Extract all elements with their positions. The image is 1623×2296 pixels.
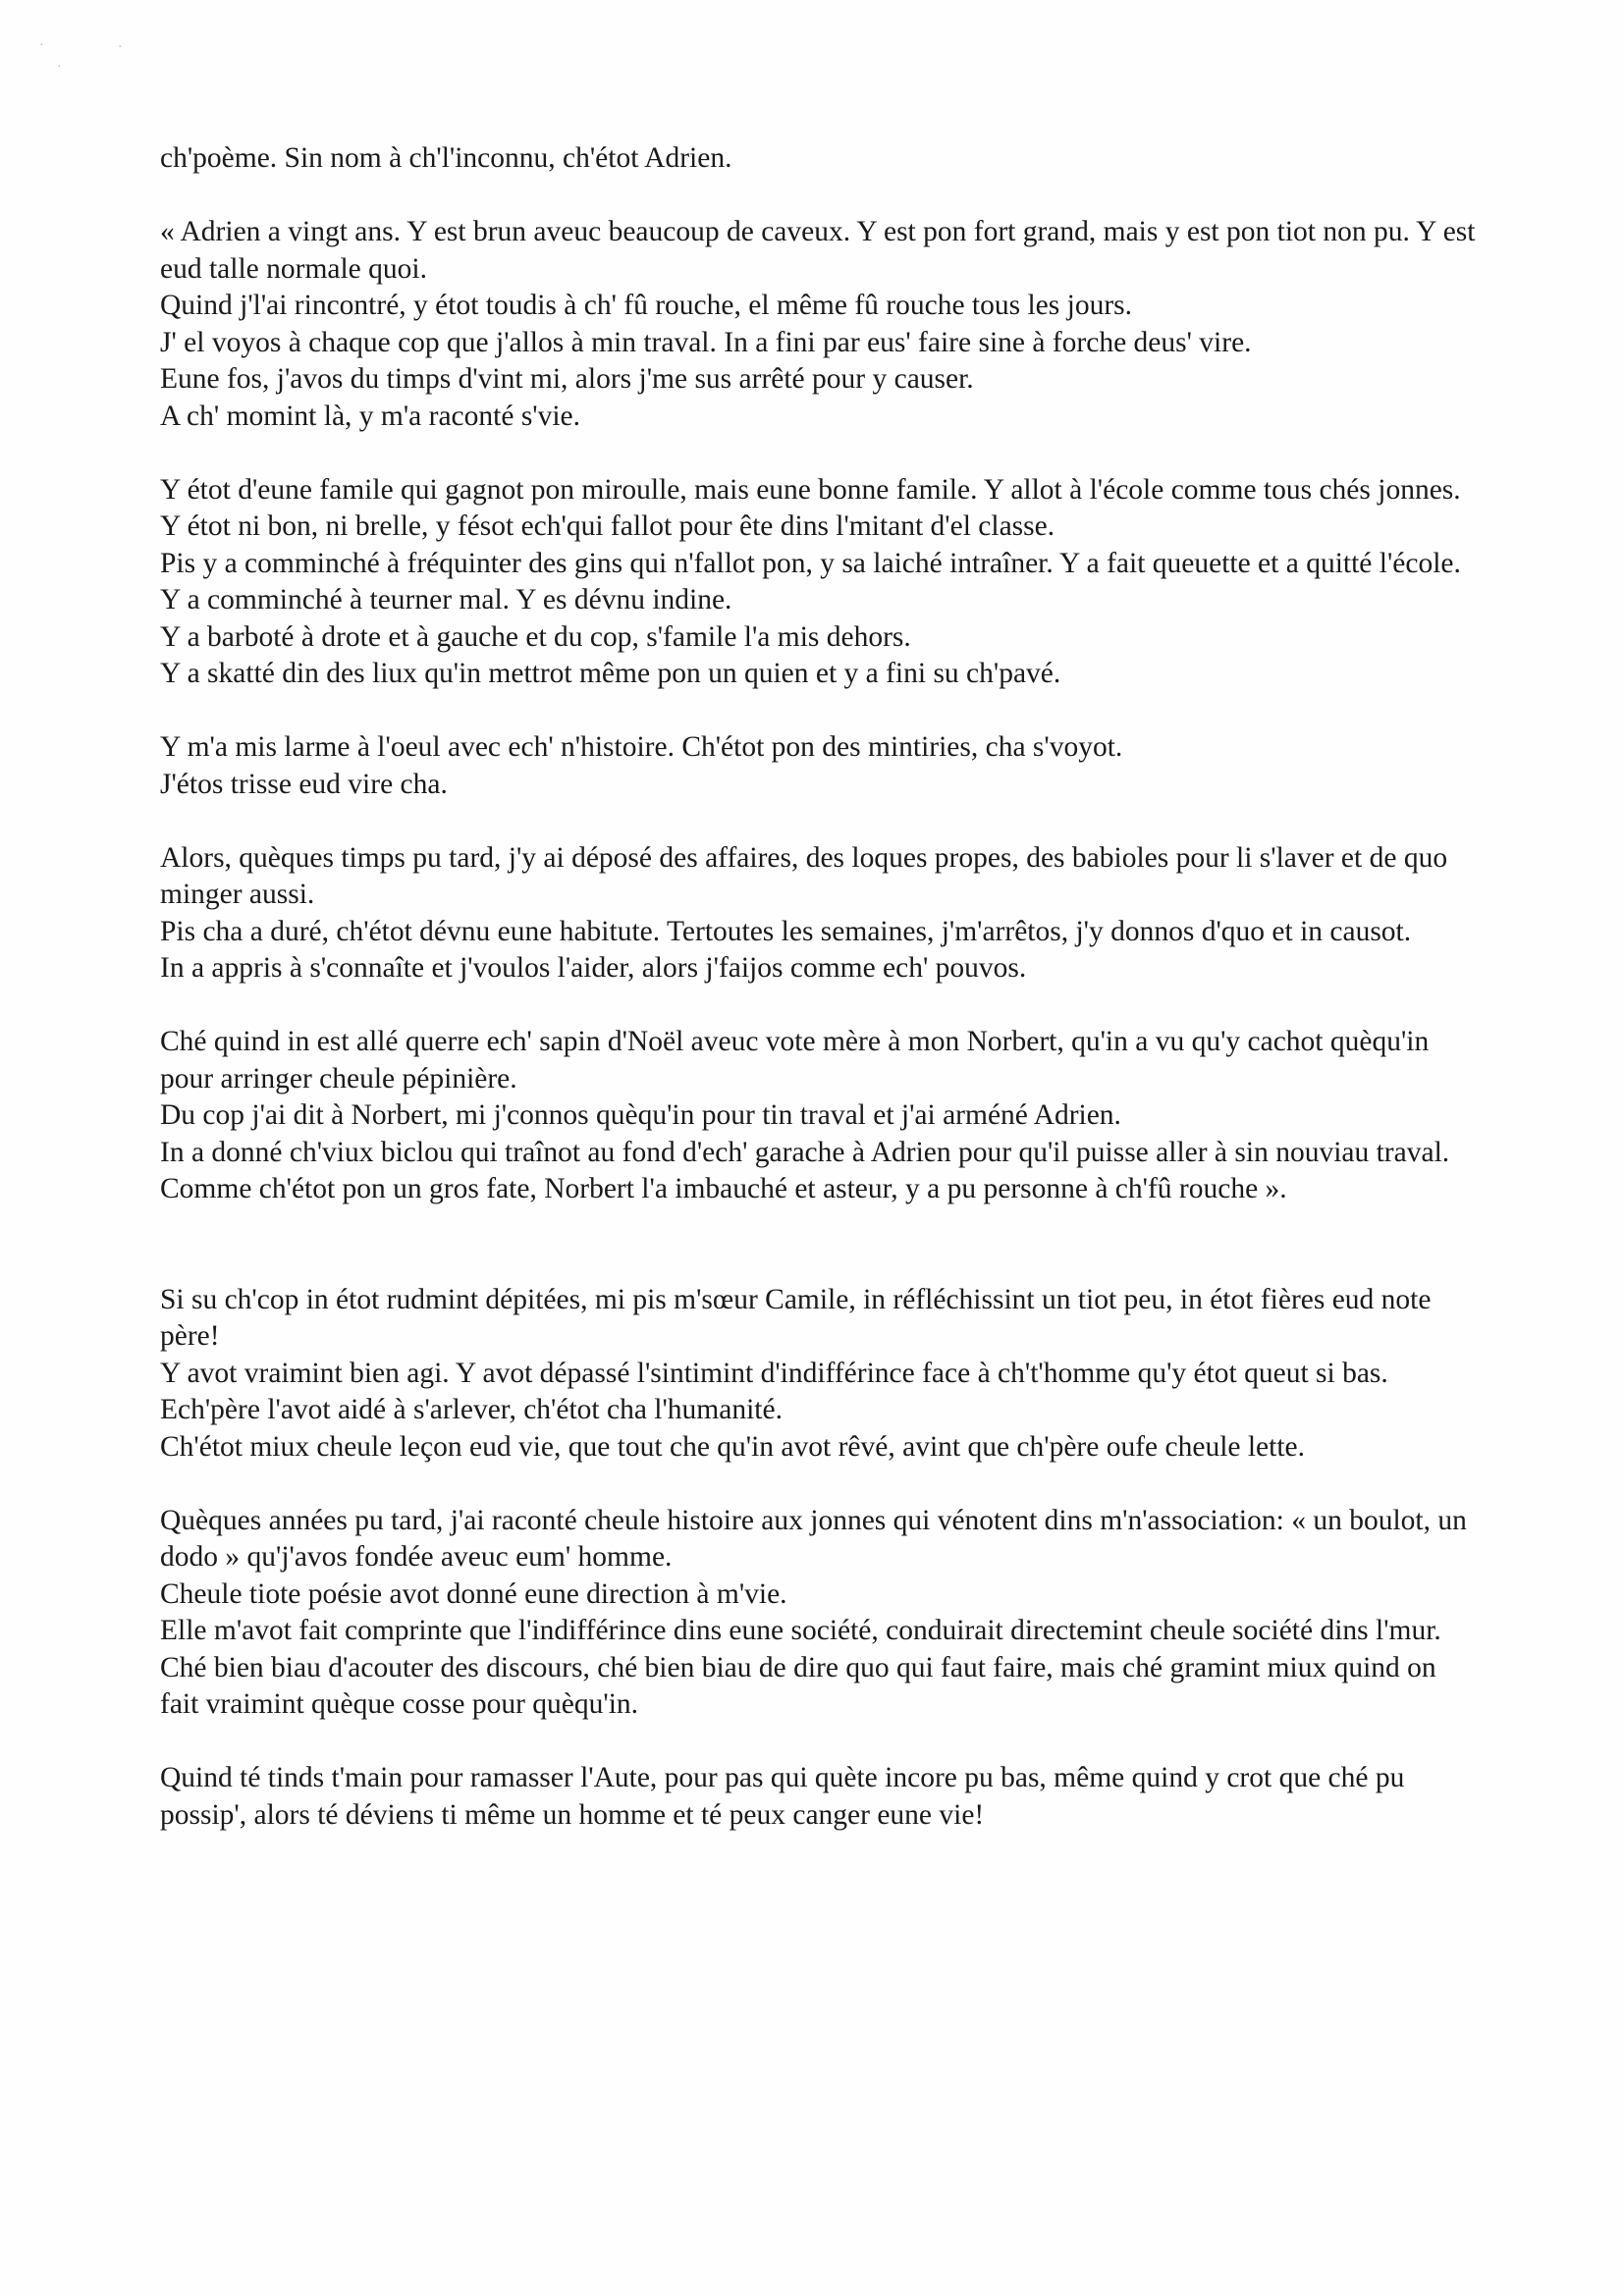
paragraph-3 bbox=[160, 472, 1476, 693]
text-line: Quind j'l'ai rincontré, y étot toudis à ch' fû rouche, el même fû rouche tous les jours. bbox=[160, 290, 1133, 321]
text-line: Y a comminché à teurner mal. Y es dévnu indine. bbox=[160, 584, 732, 615]
paragraph-5 bbox=[160, 840, 1476, 988]
text-line: Y a barboté à drote et à gauche et du cop, s'famile l'a mis dehors. bbox=[160, 620, 911, 653]
text-line: Ché bien biau d'acouter des discours, ché bien biau de dire quo qui faut faire, mais ché gramint miux quind on fait vraimint quèque cosse pour quèqu'in. bbox=[160, 1651, 1436, 1720]
text-line: A ch' momint là, y m'a raconté s'vie. bbox=[160, 400, 581, 432]
text-line: In a appris à s'connaîte et j'voulos l'aider, alors j'faijos comme ech' pouvos. bbox=[160, 952, 1027, 984]
text-line: J' el voyos à chaque cop que j'allos à min traval. In a fini par eus' faire sine à forche deus' vire. bbox=[160, 326, 1252, 358]
paragraph-8 bbox=[160, 1503, 1476, 1724]
scan-speck: · bbox=[118, 40, 123, 55]
scan-speck: · bbox=[39, 38, 44, 53]
document-body bbox=[160, 140, 1476, 1871]
text-line: Y étot d'eune famile qui gagnot pon miroulle, mais eune bonne famile. Y allot à l'école comme tous chés jonnes. bbox=[160, 473, 1461, 506]
paragraph-4 bbox=[160, 729, 1476, 803]
text-line: J'étos trisse eud vire cha. bbox=[160, 768, 448, 800]
text-line: Alors, quèques timps pu tard, j'y ai déposé des affaires, des loques propes, des babioles pour li s'laver et de quo minger aussi. bbox=[160, 841, 1448, 910]
text-line: Y étot ni bon, ni brelle, y fésot ech'qui fallot pour ête dins l'mitant d'el classe. bbox=[160, 510, 1055, 542]
text-line: Quind té tinds t'main pour ramasser l'Aute, pour pas qui quète incore pu bas, même quind y crot que ché pu possip', alors té déviens ti même un homme et té peux canger eune vie! bbox=[160, 1762, 1405, 1831]
text-line: In a donné ch'viux biclou qui traînot au fond d'ech' garache à Adrien pour qu'il puisse aller à sin nouviau traval. bbox=[160, 1136, 1450, 1168]
text-line: Cheule tiote poésie avot donné eune direction à m'vie. bbox=[160, 1577, 787, 1610]
text-line: Comme ch'étot pon un gros fate, Norbert l'a imbauché et asteur, y a pu personne à ch'fû rouche ». bbox=[160, 1173, 1287, 1204]
text-line: ch'poème. Sin nom à ch'l'inconnu, ch'étot Adrien. bbox=[160, 142, 732, 174]
paragraph-2 bbox=[160, 214, 1476, 435]
text-line: Elle m'avot fait comprinte que l'indifférince dins eune société, conduirait directemint cheule société dins l'mur. bbox=[160, 1615, 1441, 1646]
text-line: Pis y a comminché à fréquinter des gins qui n'fallot pon, y sa laiché intraîner. Y a fait queuette et a quitté l'école. bbox=[160, 547, 1461, 579]
paragraph-1 bbox=[160, 140, 1476, 178]
text-line: Si su ch'cop in étot rudmint dépitées, mi pis m'sœur Camile, in réfléchissint un tiot peu, in étot fières eud note père! bbox=[160, 1283, 1432, 1352]
text-line: Y m'a mis larme à l'oeul avec ech' n'histoire. Ch'étot pon des mintiries, cha s'voyot. bbox=[160, 731, 1123, 763]
text-line: Eune fos, j'avos du timps d'vint mi, alors j'me sus arrêté pour y causer. bbox=[160, 363, 974, 395]
paragraph-9 bbox=[160, 1760, 1476, 1834]
text-line: Du cop j'ai dit à Norbert, mi j'connos quèqu'in pour tin traval et j'ai arméné Adrien. bbox=[160, 1099, 1121, 1131]
text-line: Ché quind in est allé querre ech' sapin d'Noël aveuc vote mère à mon Norbert, qu'in a vu qu'y cachot quèqu'in pour arringer cheule pépinière. bbox=[160, 1026, 1430, 1095]
text-line: Quèques années pu tard, j'ai raconté cheule histoire aux jonnes qui vénotent dins m'n'association: « un boulot, un dodo » qu'j'avos fondée aveuc eum' homme. bbox=[160, 1504, 1467, 1573]
paragraph-7 bbox=[160, 1282, 1476, 1467]
text-line: Ch'étot miux cheule leçon eud vie, que tout che qu'in avot rêvé, avint que ch'père oufe cheule lette. bbox=[160, 1430, 1306, 1463]
text-line: Y a skatté din des liux qu'in mettrot même pon un quien et y a fini su ch'pavé. bbox=[160, 658, 1061, 689]
text-line: « Adrien a vingt ans. Y est brun aveuc beaucoup de caveux. Y est pon fort grand, mais y est pon tiot non pu. Y est eud talle normale quoi. bbox=[160, 216, 1476, 285]
text-line: Pis cha a duré, ch'étot dévnu eune habitute. Tertoutes les semaines, j'm'arrêtos, j'y donnos d'quo et in causot. bbox=[160, 915, 1412, 947]
text-line: Y avot vraimint bien agi. Y avot dépassé l'sintimint d'indifférince face à ch't'homme qu'y étot queut si bas. bbox=[160, 1357, 1388, 1389]
text-line: Ech'père l'avot aidé à s'arlever, ch'étot cha l'humanité. bbox=[160, 1394, 783, 1425]
scan-speck: · bbox=[57, 60, 62, 75]
paragraph-6 bbox=[160, 1024, 1476, 1208]
